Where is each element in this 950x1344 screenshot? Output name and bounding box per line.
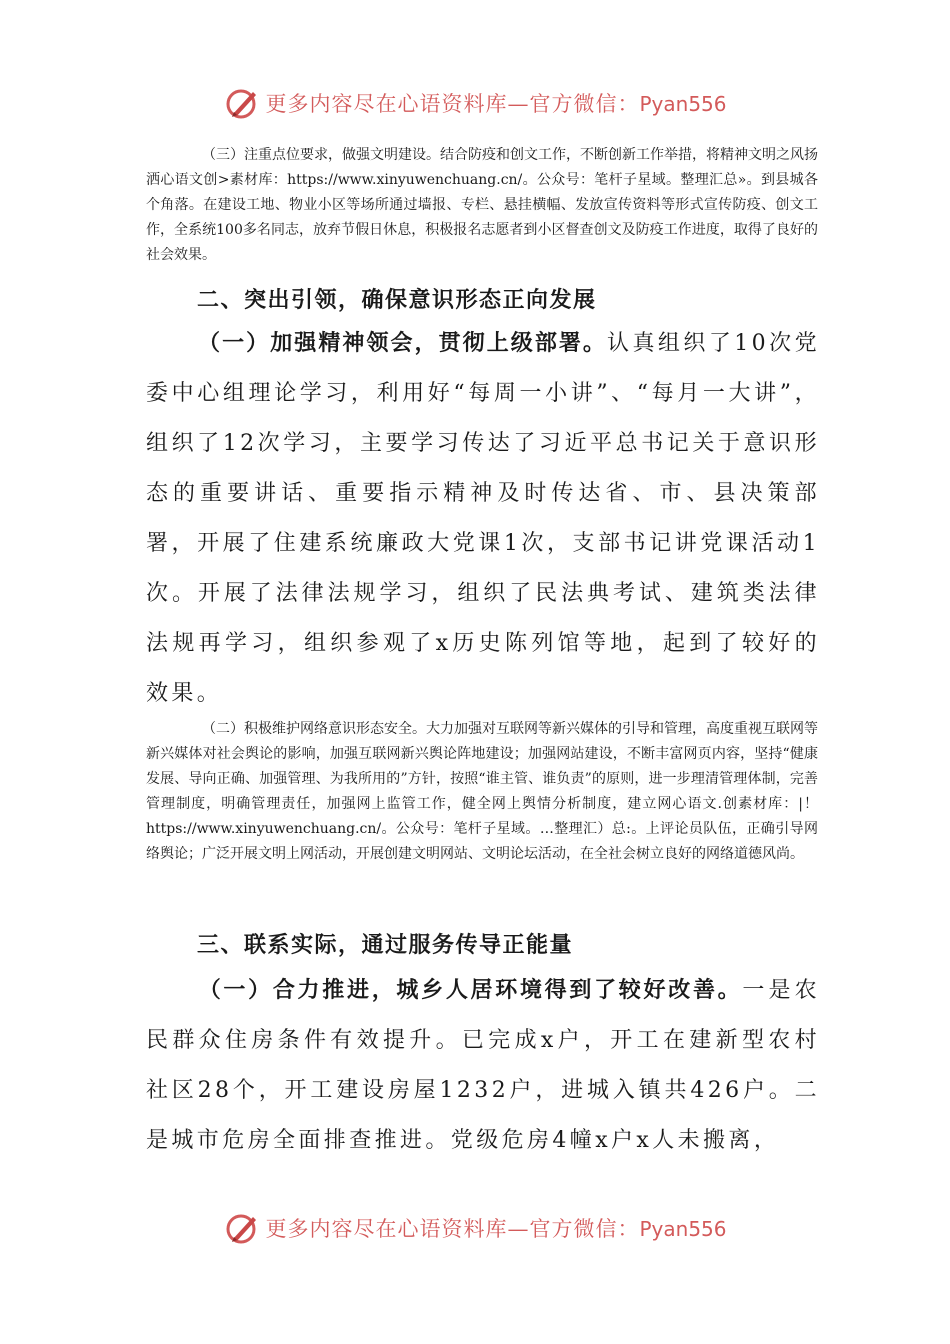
paragraph-network-security: （二）积极维护网络意识形态安全。大力加强对互联网等新兴媒体的引导和管理，高度重视互联网等新兴媒体对社会舆论的影响，加强互联网新兴舆论阵地建设；加强网站建设，不断丰富网页内容，坚持“健康发展、导向正确、加强管理、为我所用的”方针，按照“谁主管、谁负责”的原则，进一步理清管理体制，完善管理制度，明确管理责任，加强网上监管工作，健全网上舆情分析制度，建立网心语文.创素材库：|！https://www.xinyuwenchuang.cn/。公众号：笔杆子星域。…整理汇）总:。上评论员队伍，正确引导网络舆论；广泛开展文明上网活动，开展创建文明网站、文明论坛活动，在全社会树立良好的网络道德风尚。 [146, 721, 818, 862]
section-heading-2: 二、突出引领，确保意识形态正向发展 [197, 287, 597, 313]
watermark-text: 更多内容尽在心语资料库—官方微信：Pyan556 [265, 92, 727, 116]
paragraph-spirit: （一）加强精神领会，贯彻上级部署。认真组织了10次党委中心组理论学习，利用好“每周一小讲”、“每月一大讲”，组织了12次学习，主要学习传达了习近平总书记关于意识形态的重要讲话、重要指示精神及时传达省、市、县决策部署，开展了住建系统廉政大党课1次，支部书记讲党课活动1次。开展了法律法规学习，组织了民法典考试、建筑类法律法规再学习，组织参观了x历史陈列馆等地，起到了较好的效果。 [146, 330, 820, 706]
paragraph-civilization: （三）注重点位要求，做强文明建设。结合防疫和创文工作，不断创新工作举措，将精神文明之风扬洒心语文创>素材库：https://www.xinyuwenchuang.cn/。公众号：笔杆子星域。整理汇总»。到县城各个角落。在建设工地、物业小区等场所通过墙报、专栏、悬挂横幅、发放宣传资料等形式宣传防疫、创文工作，全系统100多名同志，放弃节假日休息，积极报名志愿者到小区督查创文及防疫工作进度，取得了良好的社会效果。 [146, 147, 818, 263]
watermark-banner-top [0, 83, 950, 123]
section-heading-3: 三、联系实际，通过服务传导正能量 [197, 932, 574, 958]
watermark-banner-bottom [0, 1208, 950, 1248]
pen-logo-icon [223, 84, 261, 122]
paragraph-environment: （一）合力推进，城乡人居环境得到了较好改善。一是农民群众住房条件有效提升。已完成x户，开工在建新型农村社区28个，开工建设房屋1232户，进城入镇共426户。二是城市危房全面排查推进。党级危房4幢x户x人未搬离， [146, 977, 820, 1153]
pen-logo-icon [223, 1209, 261, 1247]
watermark-text: 更多内容尽在心语资料库—官方微信：Pyan556 [265, 1217, 727, 1241]
